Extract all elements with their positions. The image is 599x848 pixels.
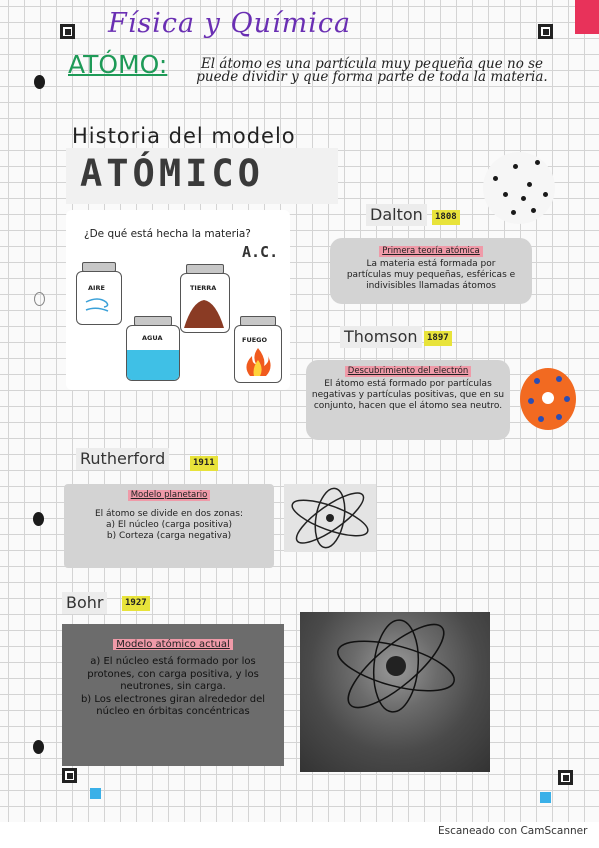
jar-label: AGUA — [142, 334, 163, 342]
corner-square-bottom-left — [90, 788, 101, 799]
atom-dot — [535, 160, 540, 165]
atom-dot — [493, 176, 498, 181]
electron-dot — [564, 396, 570, 402]
bohr-atom-photo — [300, 612, 490, 772]
jar-tierra — [180, 264, 230, 332]
model-year-bohr: 1927 — [122, 596, 150, 611]
model-card-thomson — [306, 360, 510, 440]
jar-aire — [76, 262, 122, 326]
binder-hole — [34, 292, 45, 306]
atom-dot — [511, 210, 516, 215]
electron-dot — [538, 416, 544, 422]
ancient-label: A.C. — [242, 243, 279, 261]
definition-term: ATÓMO: — [68, 50, 168, 79]
corner-marker-bottom-right — [558, 770, 573, 785]
card-point: b) Los electrones giran alrededor del núcleo en órbitas concéntricas — [80, 693, 266, 717]
history-heading-line1: Historia del modelo — [72, 124, 296, 148]
binder-hole — [33, 740, 44, 754]
rutherford-atom-icon — [284, 484, 376, 552]
model-name-dalton: Dalton — [366, 204, 427, 226]
card-title: Descubrimiento del electrón — [345, 366, 471, 377]
jar-label: AIRE — [88, 284, 105, 292]
card-point: a) El núcleo (carga positiva) — [105, 520, 233, 530]
electron-dot — [528, 398, 534, 404]
dalton-atoms-illustration — [483, 152, 555, 224]
card-points — [62, 652, 284, 719]
atom-dot — [503, 192, 508, 197]
wind-icon — [84, 296, 114, 316]
model-card-rutherford — [64, 484, 274, 568]
atom-dot — [543, 192, 548, 197]
corner-marker-top-left — [60, 24, 75, 39]
card-title: Modelo planetario — [128, 490, 211, 501]
page-title: Física y Química — [108, 8, 352, 39]
electron-dot — [556, 376, 562, 382]
corner-square-bottom-right — [540, 792, 551, 803]
model-card-dalton — [330, 238, 532, 304]
card-text: El átomo se divide en dos zonas: — [94, 509, 243, 519]
jar-label: TIERRA — [190, 284, 217, 292]
jar-fuego — [234, 316, 282, 382]
card-text: La materia está formada por partículas muy pequeñas, esféricas e indivisibles llamadas átomos — [346, 259, 516, 291]
model-year-rutherford: 1911 — [190, 456, 218, 471]
model-card-bohr — [62, 624, 284, 766]
model-name-rutherford: Rutherford — [76, 448, 169, 470]
electron-dot — [556, 414, 562, 420]
binder-hole — [34, 75, 45, 89]
ancient-question: ¿De qué está hecha la materia? — [84, 228, 251, 240]
bohr-atom-icon — [300, 612, 490, 772]
corner-marker-top-right — [538, 24, 553, 39]
atom-dot — [527, 182, 532, 187]
binder-hole — [33, 512, 44, 526]
fire-icon — [244, 346, 272, 378]
atom-dot — [521, 196, 526, 201]
model-year-thomson: 1897 — [424, 331, 452, 346]
soil-icon — [182, 294, 226, 330]
card-point: b) Corteza (carga negativa) — [106, 531, 232, 541]
center-mark — [542, 392, 554, 404]
jar-label: FUEGO — [242, 336, 268, 344]
water-fill — [127, 350, 179, 380]
card-title: Primera teoría atómica — [379, 246, 483, 257]
model-name-bohr: Bohr — [62, 592, 107, 614]
atom-dot — [531, 208, 536, 213]
page-edge-tab — [575, 0, 599, 34]
model-name-thomson: Thomson — [340, 326, 422, 348]
thomson-model-illustration — [520, 368, 576, 430]
definition-text: El átomo es una partícula muy pequeña que no se puede dividir y que forma parte de toda la materia. — [196, 56, 548, 85]
history-heading-line2: ATÓMICO — [80, 152, 264, 195]
model-year-dalton: 1808 — [432, 210, 460, 225]
jar-agua — [126, 316, 180, 380]
electron-dot — [534, 378, 540, 384]
scanner-footer: Escaneado con CamScanner — [438, 825, 588, 837]
card-title: Modelo atómico actual — [113, 639, 233, 650]
card-text: El átomo está formado por partículas negativas y partículas positivas, que en su conjunto, hacen que el átomo sea neutro. — [311, 379, 505, 411]
card-point: a) El núcleo está formado por los protones, con carga positiva, y los neutrones, sin carga. — [87, 656, 259, 692]
corner-marker-bottom-left — [62, 768, 77, 783]
atom-dot — [513, 164, 518, 169]
